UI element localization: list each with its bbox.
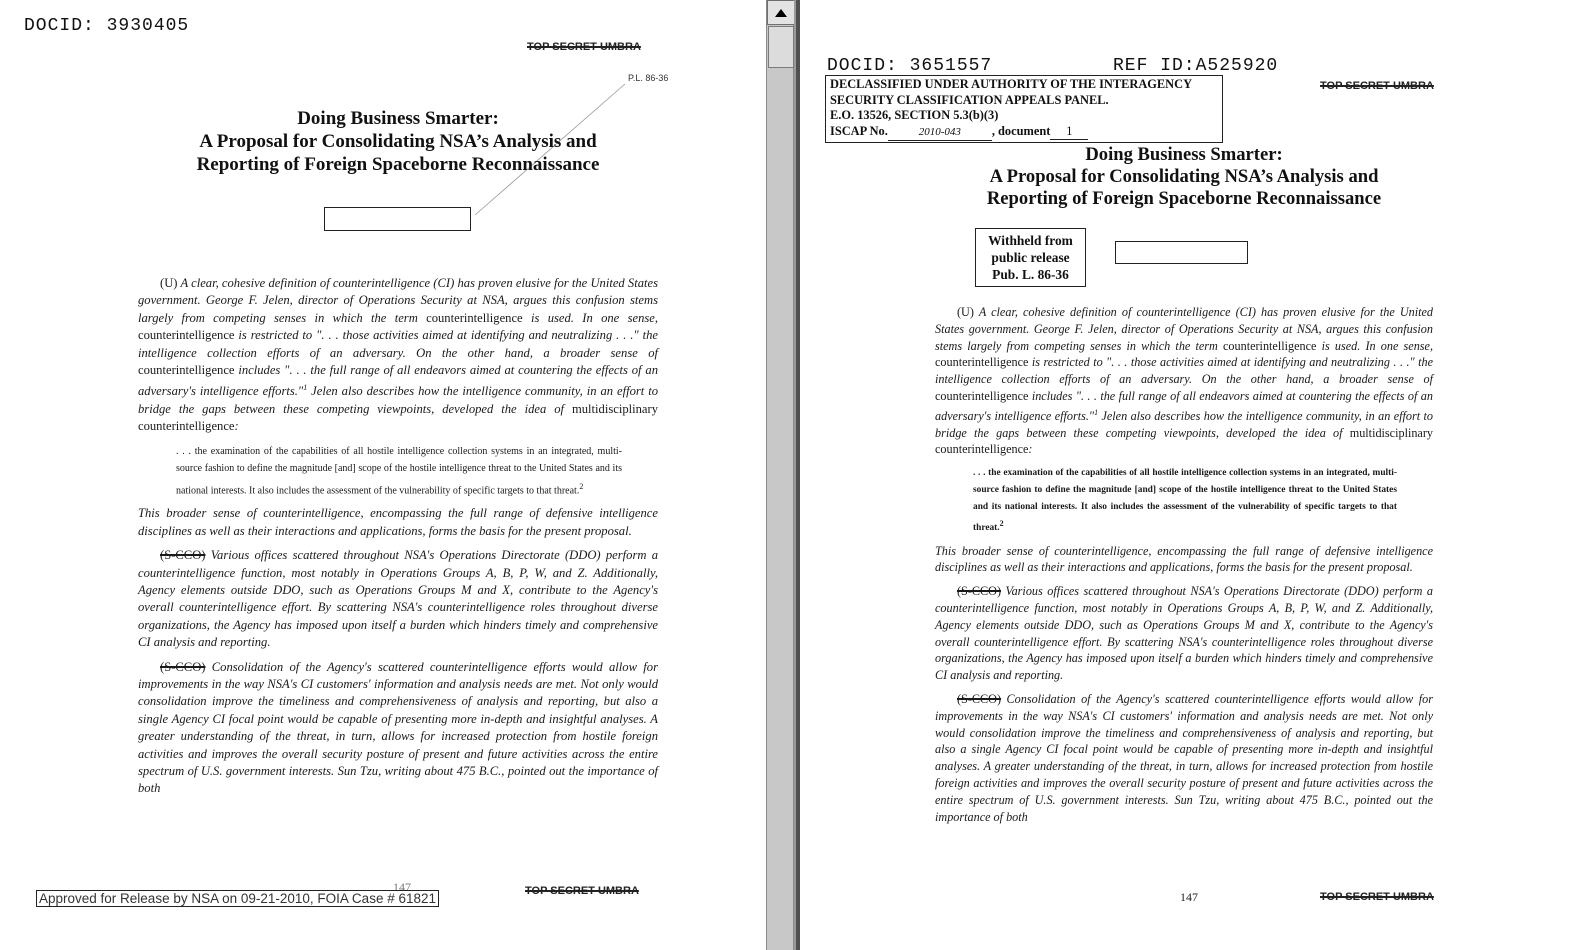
- title-line: A Proposal for Consolidating NSA’s Analysis and: [199, 131, 597, 152]
- iscap-line: ISCAP No. 2010-043 , document 1: [830, 124, 1218, 142]
- iscap-value: 2010-043: [888, 125, 992, 142]
- title-line: Doing Business Smarter:: [1085, 144, 1283, 165]
- declassification-stamp: DECLASSIFIED UNDER AUTHORITY OF THE INTERAGENCY SECURITY CLASSIFICATION APPEALS PANEL. E.O. 13526, SECTION 5.3(b)(3) ISCAP No. 2010-043 , document 1: [825, 75, 1223, 143]
- paragraph-2: This broader sense of counterintelligence, encompassing the full range of defensive intelligence disciplines as well as their interactions and applications, forms the basis for the present proposal.: [138, 506, 658, 538]
- docid-label: DOCID: 3930405: [24, 16, 190, 36]
- docid-label: DOCID: 3651557: [827, 56, 993, 76]
- right-document-pane[interactable]: [800, 0, 1573, 950]
- approved-stamp: Approved for Release by NSA on 09-21-2010, FOIA Case # 61821: [36, 890, 439, 907]
- classification-bottom: TOP SECRET UMBRA: [525, 885, 639, 897]
- document-body: [138, 275, 658, 805]
- paragraph-3: (S-CCO) Various offices scattered throughout NSA's Operations Directorate (DDO) perform a counterintelligence function, most notably in Operations Groups A, B, P, W, and Z. Additionally, Agency elements outside DDO, such as Operations Groups M and X, contribute to the Agency's overall counterintelligence effort. By scattering NSA's counterintelligence roles throughout diverse organizations, the Agency has imposed upon itself a burden which hinders timely and comprehensive CI analysis and reporting.: [138, 548, 658, 650]
- document-title: [900, 144, 1468, 210]
- title-line: A Proposal for Consolidating NSA’s Analysis and: [989, 166, 1379, 187]
- classification-top: TOP SECRET UMBRA: [527, 41, 641, 53]
- classification-bottom: TOP SECRET UMBRA: [1320, 891, 1434, 903]
- paragraph-4: (S-CCO) Consolidation of the Agency's scattered counterintelligence efforts would allow for improvements in the way NSA's CI customers' information and analysis needs are met. Not only would consolidation improve the timeliness and comprehensiveness of analysis and reporting, but also a single Agency CI focal point would be capable of presenting more in-depth and insightful analyses. A greater understanding of the threat, in turn, allows for increased protection from hostile foreign activities and improves the overall security posture of present and future activities across the entire spectrum of U.S. government interests. Sun Tzu, writing about 475 B.C., pointed out the importance of both: [935, 691, 1433, 824]
- redaction-box: [1115, 241, 1248, 264]
- paragraph-2: This broader sense of counterintelligence, encompassing the full range of defensive intelligence disciplines as well as their interactions and applications, forms the basis for the present proposal.: [935, 543, 1433, 575]
- title-line: Doing Business Smarter:: [297, 108, 499, 129]
- document-title: [120, 107, 676, 176]
- withheld-stamp: Withheld from public release Pub. L. 86-36: [975, 228, 1086, 287]
- page-number: 147: [1180, 890, 1198, 904]
- block-quote: . . . the examination of the capabilities of all hostile intelligence collection systems in an integrated, multi-source fashion to define the magnitude [and] scope of the hostile intelligence threat to the United States and its national interests. It also includes the assessment of the vulnerability of specific targets to that threat.2: [973, 468, 1397, 533]
- redaction-box: [324, 207, 471, 231]
- title-line: Reporting of Foreign Spaceborne Reconnaissance: [986, 188, 1382, 209]
- scroll-thumb[interactable]: [768, 26, 794, 68]
- pane-divider: [766, 0, 800, 950]
- document-body: [935, 304, 1433, 832]
- paragraph-3: (S-CCO) Various offices scattered throughout NSA's Operations Directorate (DDO) perform a counterintelligence function, most notably in Operations Groups A, B, P, W, and Z. Additionally, Agency elements outside DDO, such as Operations Groups M and X, contribute to the Agency's overall counterintelligence effort. By scattering NSA's counterintelligence roles throughout diverse organizations, the Agency has imposed upon itself a burden which hinders timely and comprehensive CI analysis and reporting.: [935, 584, 1433, 683]
- left-document-pane[interactable]: [0, 0, 766, 950]
- title-line: Reporting of Foreign Spaceborne Reconnaissance: [196, 154, 600, 175]
- ref-id-label: REF ID:A525920: [1113, 56, 1279, 76]
- classification-top: TOP SECRET UMBRA: [1320, 80, 1434, 92]
- document-value: 1: [1050, 124, 1088, 141]
- vertical-scrollbar[interactable]: [766, 0, 794, 950]
- scroll-up-arrow-icon[interactable]: [767, 0, 795, 25]
- paragraph-1: (U) A clear, cohesive definition of counterintelligence (CI) has proven elusive for the United States government. George F. Jelen, director of Operations Security at NSA, argues this confusion stems largely from competing senses in which the term counterintelligence is used. In one sense, counterintelligence is restricted to ". . . those activities aimed at identifying and neutralizing . . ." the intelligence collection efforts of an adversary. On the other hand, a broader sense of counterintelligence includes ". . . the full range of all endeavors aimed at countering the effects of an adversary's intelligence efforts."$^1$ Jelen also describes how the intelligence community, in an effort to bridge the gaps between these competing viewpoints, developed the idea of multidisciplinary counterintelligence:: [138, 276, 659, 434]
- pl-marking: P.L. 86-36: [628, 73, 669, 83]
- paragraph-1: (U) A clear, cohesive definition of counterintelligence (CI) has proven elusive for the United States government. George F. Jelen, director of Operations Security at NSA, argues this confusion stems largely from competing senses in which the term counterintelligence is used. In one sense, counterintelligence is restricted to ". . . those activities aimed at identifying and neutralizing . . ." the intelligence collection efforts of an adversary. On the other hand, a broader sense of counterintelligence includes ". . . the full range of all endeavors aimed at countering the effects of an adversary's intelligence efforts."$^1$ Jelen also describes how the intelligence community, in an effort to bridge the gaps between these competing viewpoints, developed the idea of multidisciplinary counterintelligence:: [935, 305, 1434, 457]
- page-number: 147: [393, 880, 411, 894]
- paragraph-4: (S-CCO) Consolidation of the Agency's scattered counterintelligence efforts would allow for improvements in the way NSA's CI customers' information and analysis needs are met. Not only would consolidation improve the timeliness and comprehensiveness of analysis and reporting, but also a single Agency CI focal point would be capable of presenting more in-depth and insightful analyses. A greater understanding of the threat, in turn, allows for increased protection from hostile foreign activities and improves the overall security posture of present and future activities across the entire spectrum of U.S. government interests. Sun Tzu, writing about 475 B.C., pointed out the importance of both: [138, 659, 658, 796]
- block-quote: . . . the examination of the capabilities of all hostile intelligence collection systems in an integrated, multi-source fashion to define the magnitude [and] scope of the hostile intelligence threat to the United States and its national interests. It also includes the assessment of the vulnerability of specific targets to that threat.$^2$: [176, 445, 622, 496]
